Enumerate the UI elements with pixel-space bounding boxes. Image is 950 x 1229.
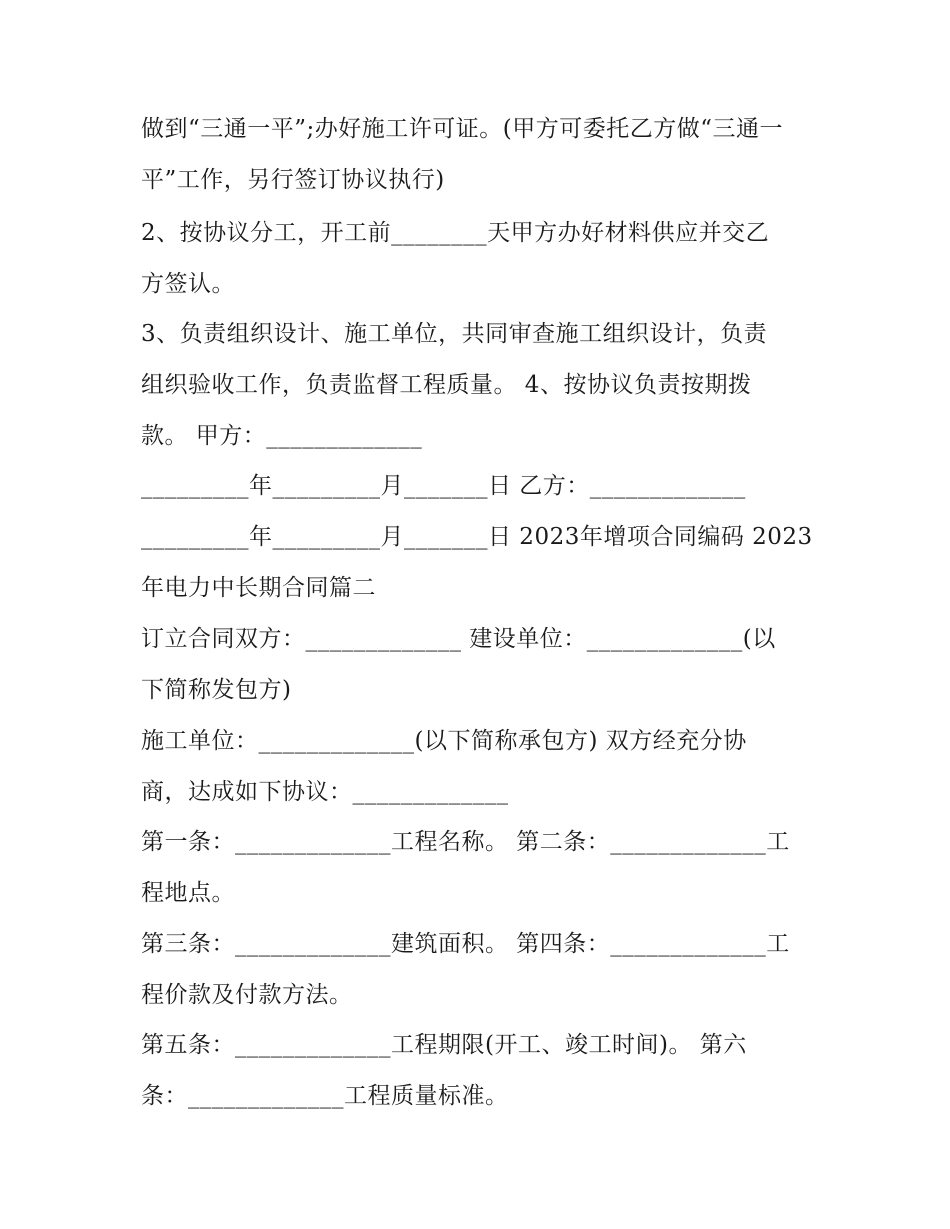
text-line: 施工单位：_____________(以下简称承包方) 双方经充分协 <box>141 728 747 754</box>
text-line: 3、负责组织设计、施工单位，共同审查施工组织设计，负责 <box>141 321 768 347</box>
text-line: 方签认。 <box>141 271 235 297</box>
text-line: 订立合同双方：_____________ 建设单位：_____________(以 <box>141 626 776 652</box>
text-line: 第三条：_____________建筑面积。 第四条：_____________工 <box>141 931 790 957</box>
text-line: 第五条：_____________工程期限(开工、竣工时间)。 第六 <box>141 1032 747 1058</box>
text-line: 程地点。 <box>141 880 235 906</box>
text-line: 下简称发包方) <box>141 677 292 703</box>
text-line: 组织验收工作，负责监督工程质量。 4、按协议负责按期拨 <box>141 372 752 398</box>
text-line: _________年_________月_______日 2023年增项合同编码 2023 <box>141 524 813 550</box>
text-line: _________年_________月_______日 乙方：_____________ <box>141 473 746 499</box>
text-line: 程价款及付款方法。 <box>141 982 353 1008</box>
text-line: 第一条：_____________工程名称。 第二条：_____________工 <box>141 829 790 855</box>
text-line: 平”工作，另行签订协议执行) <box>141 167 445 193</box>
text-line: 款。 甲方：_____________ <box>141 423 423 449</box>
text-line: 做到“三通一平”;办好施工许可证。(甲方可委托乙方做“三通一 <box>141 116 783 142</box>
text-line: 年电力中长期合同篇二 <box>141 575 376 601</box>
text-line: 条：_____________工程质量标准。 <box>141 1083 509 1109</box>
text-line: 商，达成如下协议：_____________ <box>141 779 509 805</box>
text-line: 2、按协议分工，开工前________天甲方办好材料供应并交乙 <box>141 220 770 246</box>
